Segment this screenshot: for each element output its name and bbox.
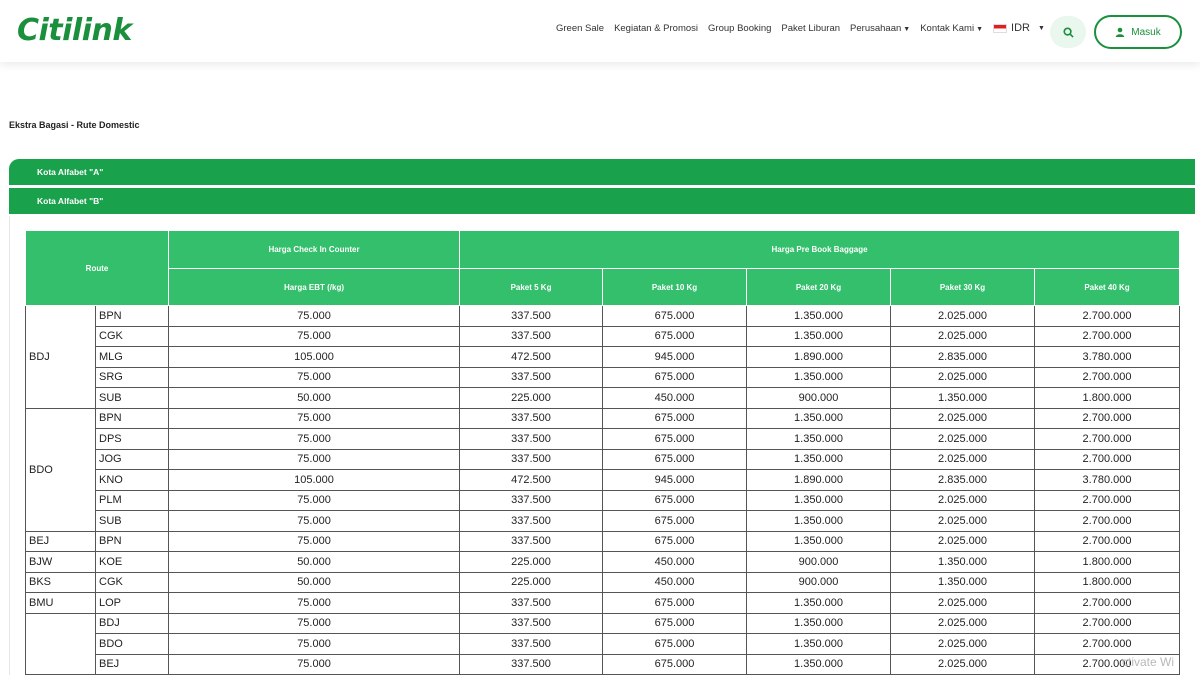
header-check-in-counter: Harga Check In Counter (169, 231, 460, 269)
price-cell: 1.350.000 (747, 613, 891, 634)
accordion-kota-b[interactable] (9, 188, 1195, 214)
price-cell: 675.000 (603, 613, 747, 634)
indonesia-flag-icon (993, 24, 1007, 33)
price-cell: 337.500 (460, 654, 603, 675)
price-cell: 2.700.000 (1035, 408, 1180, 429)
price-cell: 2.700.000 (1035, 531, 1180, 552)
header-paket-30: Paket 30 Kg (891, 269, 1035, 306)
price-cell: 337.500 (460, 306, 603, 327)
table-row (26, 470, 1180, 491)
price-cell: 75.000 (169, 654, 460, 675)
table-row (26, 654, 1180, 675)
header-paket-20: Paket 20 Kg (747, 269, 891, 306)
price-cell: 337.500 (460, 490, 603, 511)
search-button[interactable] (1050, 16, 1086, 48)
header-pre-book-baggage: Harga Pre Book Baggage (460, 231, 1180, 269)
price-cell: 675.000 (603, 326, 747, 347)
price-cell: 450.000 (603, 552, 747, 573)
price-cell: 337.500 (460, 531, 603, 552)
currency-selector[interactable] (993, 22, 1045, 34)
accordion-label: Kota Alfabet "B" (37, 196, 104, 206)
header-harga-ebt: Harga EBT (/kg) (169, 269, 460, 306)
price-cell: 1.350.000 (747, 511, 891, 532)
accordion-label: Kota Alfabet "A" (37, 167, 104, 177)
price-cell: 337.500 (460, 449, 603, 470)
price-cell: 2.700.000 (1035, 449, 1180, 470)
price-cell: 472.500 (460, 470, 603, 491)
table-row (26, 449, 1180, 470)
price-cell: 1.350.000 (747, 634, 891, 655)
table-row (26, 347, 1180, 368)
price-cell: 1.350.000 (747, 429, 891, 450)
nav-label: Group Booking (708, 22, 772, 34)
price-cell: 225.000 (460, 552, 603, 573)
nav-label: Paket Liburan (781, 22, 841, 34)
price-cell: 1.800.000 (1035, 388, 1180, 409)
price-cell: 225.000 (460, 572, 603, 593)
destination-cell: KOE (96, 552, 169, 573)
price-cell: 1.800.000 (1035, 552, 1180, 573)
table-row (26, 613, 1180, 634)
price-cell: 1.350.000 (747, 449, 891, 470)
destination-cell: CGK (96, 572, 169, 593)
origin-cell: BDJ (26, 306, 96, 409)
search-icon (1063, 27, 1074, 38)
header-route: Route (26, 231, 169, 306)
nav-paket-liburan[interactable] (781, 23, 840, 34)
destination-cell: MLG (96, 347, 169, 368)
price-cell: 75.000 (169, 511, 460, 532)
price-cell: 2.025.000 (891, 490, 1035, 511)
price-cell: 3.780.000 (1035, 470, 1180, 491)
price-cell: 675.000 (603, 429, 747, 450)
price-cell: 945.000 (603, 347, 747, 368)
price-cell: 2.025.000 (891, 593, 1035, 614)
currency-label: IDR (1011, 22, 1030, 34)
table-row (26, 572, 1180, 593)
price-cell: 105.000 (169, 347, 460, 368)
price-cell: 450.000 (603, 572, 747, 593)
accordion-kota-a[interactable] (9, 159, 1195, 185)
caret-down-icon: ▼ (976, 25, 984, 33)
price-cell: 2.025.000 (891, 449, 1035, 470)
price-cell: 2.025.000 (891, 306, 1035, 327)
price-cell: 2.025.000 (891, 408, 1035, 429)
user-icon (1115, 27, 1125, 37)
price-cell: 50.000 (169, 552, 460, 573)
price-cell: 75.000 (169, 490, 460, 511)
destination-cell: SUB (96, 388, 169, 409)
price-cell: 945.000 (603, 470, 747, 491)
price-cell: 2.700.000 (1035, 490, 1180, 511)
price-cell: 75.000 (169, 531, 460, 552)
price-cell: 50.000 (169, 388, 460, 409)
destination-cell: SUB (96, 511, 169, 532)
header-paket-40: Paket 40 Kg (1035, 269, 1180, 306)
origin-cell: BDO (26, 408, 96, 531)
price-cell: 2.700.000 (1035, 367, 1180, 388)
price-cell: 2.025.000 (891, 531, 1035, 552)
nav-label: Kontak Kami (920, 22, 975, 34)
price-cell: 337.500 (460, 613, 603, 634)
price-cell: 75.000 (169, 367, 460, 388)
price-cell: 75.000 (169, 429, 460, 450)
price-cell: 450.000 (603, 388, 747, 409)
table-row (26, 511, 1180, 532)
price-cell: 2.700.000 (1035, 511, 1180, 532)
destination-cell: BEJ (96, 654, 169, 675)
price-cell: 675.000 (603, 634, 747, 655)
table-row (26, 593, 1180, 614)
price-cell: 900.000 (747, 388, 891, 409)
price-cell: 2.700.000 (1035, 654, 1180, 675)
table-row (26, 306, 1180, 327)
price-cell: 337.500 (460, 326, 603, 347)
origin-cell: BKS (26, 572, 96, 593)
price-cell: 3.780.000 (1035, 347, 1180, 368)
price-cell: 675.000 (603, 511, 747, 532)
login-button[interactable] (1094, 15, 1182, 49)
price-cell: 2.700.000 (1035, 306, 1180, 327)
price-cell: 75.000 (169, 408, 460, 429)
price-cell: 1.890.000 (747, 347, 891, 368)
price-cell: 337.500 (460, 429, 603, 450)
price-cell: 2.025.000 (891, 511, 1035, 532)
price-cell: 1.350.000 (747, 490, 891, 511)
nav-label: Kegiatan & Promosi (614, 22, 699, 34)
price-cell: 1.350.000 (891, 572, 1035, 593)
price-cell: 337.500 (460, 511, 603, 532)
price-cell: 2.835.000 (891, 470, 1035, 491)
origin-cell: BJW (26, 552, 96, 573)
destination-cell: JOG (96, 449, 169, 470)
baggage-price-table (25, 230, 1180, 675)
destination-cell: PLM (96, 490, 169, 511)
price-cell: 675.000 (603, 490, 747, 511)
price-cell: 2.025.000 (891, 326, 1035, 347)
price-cell: 2.700.000 (1035, 634, 1180, 655)
price-cell: 675.000 (603, 367, 747, 388)
price-cell: 675.000 (603, 593, 747, 614)
price-cell: 1.350.000 (747, 654, 891, 675)
price-cell: 675.000 (603, 531, 747, 552)
price-cell: 675.000 (603, 449, 747, 470)
price-cell: 675.000 (603, 306, 747, 327)
price-cell: 2.700.000 (1035, 326, 1180, 347)
price-cell: 75.000 (169, 634, 460, 655)
price-cell: 900.000 (747, 552, 891, 573)
caret-down-icon: ▼ (1037, 24, 1045, 32)
header-paket-5: Paket 5 Kg (460, 269, 603, 306)
price-cell: 75.000 (169, 326, 460, 347)
price-cell: 1.350.000 (747, 367, 891, 388)
price-cell: 1.350.000 (747, 326, 891, 347)
destination-cell: BPN (96, 408, 169, 429)
price-cell: 75.000 (169, 593, 460, 614)
destination-cell: DPS (96, 429, 169, 450)
price-cell: 675.000 (603, 408, 747, 429)
price-cell: 75.000 (169, 306, 460, 327)
price-cell: 2.700.000 (1035, 593, 1180, 614)
nav-green-sale[interactable] (556, 23, 604, 34)
price-cell: 2.835.000 (891, 347, 1035, 368)
price-cell: 75.000 (169, 449, 460, 470)
price-cell: 337.500 (460, 367, 603, 388)
table-row (26, 388, 1180, 409)
price-cell: 1.350.000 (747, 408, 891, 429)
price-cell: 1.350.000 (747, 593, 891, 614)
site-header (0, 0, 1200, 62)
price-cell: 337.500 (460, 408, 603, 429)
table-row (26, 531, 1180, 552)
table-row (26, 490, 1180, 511)
price-cell: 105.000 (169, 470, 460, 491)
main-nav (556, 22, 1045, 34)
table-row (26, 326, 1180, 347)
section-title: Ekstra Bagasi - Rute Domestic (9, 120, 140, 130)
price-cell: 75.000 (169, 613, 460, 634)
price-cell: 1.350.000 (891, 552, 1035, 573)
price-cell: 2.025.000 (891, 654, 1035, 675)
nav-kontak-kami[interactable] (920, 23, 983, 34)
price-cell: 1.350.000 (891, 388, 1035, 409)
price-cell: 1.350.000 (747, 531, 891, 552)
price-cell: 2.700.000 (1035, 613, 1180, 634)
price-cell: 337.500 (460, 634, 603, 655)
activate-windows-watermark: ctivate Wi (1122, 655, 1175, 669)
nav-label: Perusahaan (850, 22, 902, 34)
destination-cell: LOP (96, 593, 169, 614)
price-cell: 337.500 (460, 593, 603, 614)
price-cell: 225.000 (460, 388, 603, 409)
destination-cell: SRG (96, 367, 169, 388)
destination-cell: CGK (96, 326, 169, 347)
destination-cell: BPN (96, 531, 169, 552)
price-cell: 50.000 (169, 572, 460, 593)
price-cell: 675.000 (603, 654, 747, 675)
login-label: Masuk (1131, 26, 1161, 38)
origin-cell: BEJ (26, 531, 96, 552)
price-cell: 472.500 (460, 347, 603, 368)
header-paket-10: Paket 10 Kg (603, 269, 747, 306)
nav-group-booking[interactable] (708, 23, 771, 34)
citilink-logo[interactable]: Citilink (17, 13, 132, 48)
destination-cell: BPN (96, 306, 169, 327)
price-cell: 1.800.000 (1035, 572, 1180, 593)
nav-perusahaan[interactable] (850, 23, 910, 34)
price-cell: 2.025.000 (891, 429, 1035, 450)
price-cell: 2.025.000 (891, 367, 1035, 388)
price-cell: 1.890.000 (747, 470, 891, 491)
price-cell: 1.350.000 (747, 306, 891, 327)
table-row (26, 429, 1180, 450)
nav-label: Green Sale (556, 22, 605, 34)
caret-down-icon: ▼ (903, 25, 911, 33)
table-row (26, 408, 1180, 429)
destination-cell: BDJ (96, 613, 169, 634)
origin-cell: BMU (26, 593, 96, 614)
table-body (26, 306, 1180, 675)
price-cell: 2.700.000 (1035, 429, 1180, 450)
destination-cell: BDO (96, 634, 169, 655)
destination-cell: KNO (96, 470, 169, 491)
nav-kegiatan-promosi[interactable] (614, 23, 698, 34)
price-cell: 900.000 (747, 572, 891, 593)
table-row (26, 552, 1180, 573)
origin-cell (26, 613, 96, 675)
table-row (26, 634, 1180, 655)
price-cell: 2.025.000 (891, 613, 1035, 634)
price-cell: 2.025.000 (891, 634, 1035, 655)
table-row (26, 367, 1180, 388)
